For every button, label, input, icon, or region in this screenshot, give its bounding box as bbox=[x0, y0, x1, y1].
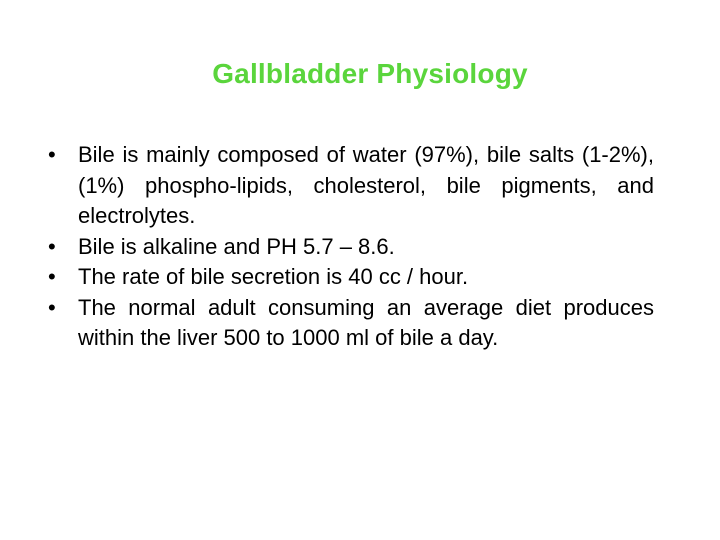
slide-title: Gallbladder Physiology bbox=[212, 58, 528, 89]
bullet-dot-icon: • bbox=[48, 264, 56, 289]
bullet-dot-icon: • bbox=[48, 294, 56, 320]
bullet-text: The rate of bile secretion is 40 cc / hour. bbox=[78, 264, 469, 289]
bullet-list bbox=[48, 140, 654, 354]
bullet-dot-icon: • bbox=[48, 233, 56, 259]
bullet-dot-icon: • bbox=[48, 142, 56, 167]
bullet-text: Bile is mainly composed of water (97%), bile salts (1-2%), (1%) phospho-lipids, cholesterol, bile pigments, and electrolytes. bbox=[78, 142, 654, 228]
bullet-text: Bile is alkaline and PH 5.7 – 8.6. bbox=[78, 233, 395, 259]
bullet-item bbox=[48, 232, 654, 263]
bullet-item bbox=[48, 262, 654, 293]
bullet-item bbox=[48, 293, 654, 354]
bullet-item bbox=[48, 140, 654, 232]
bullet-text: The normal adult consuming an average diet produces within the liver 500 to 1000 ml of bile a day. bbox=[78, 294, 654, 350]
